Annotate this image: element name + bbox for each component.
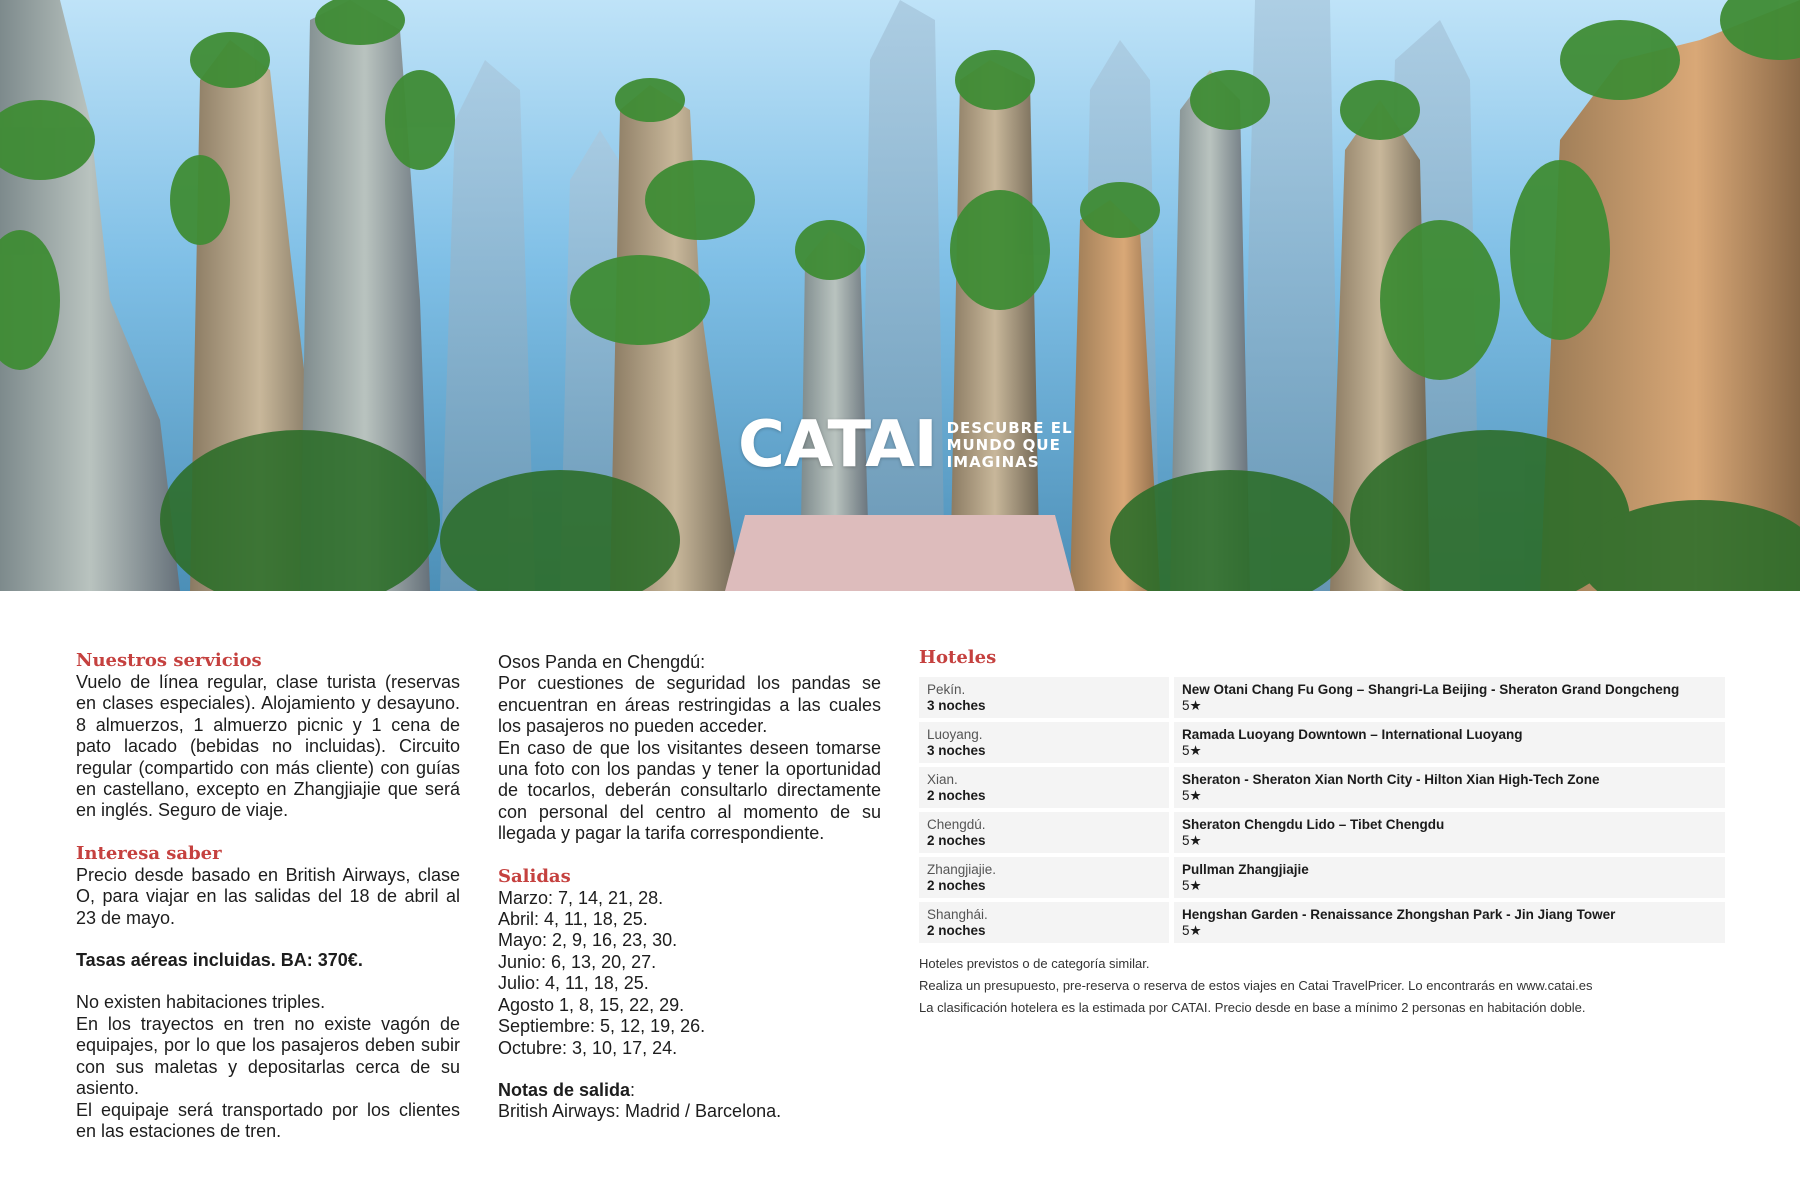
- hotel-nights: 2 noches: [927, 788, 986, 803]
- table-row: [919, 902, 1725, 943]
- hotel-city: Chengdú.: [927, 817, 986, 832]
- tagline-line-3: IMAGINAS: [946, 452, 1040, 471]
- services-heading: Nuestros servicios: [76, 650, 262, 671]
- hotel-city: Shanghái.: [927, 907, 988, 922]
- departure-month: Septiembre: 5, 12, 19, 26.: [498, 1016, 706, 1037]
- info-note-2: En los trayectos en tren no existe vagón de equipajes, por lo que los pasajeros deben subir con sus maletas y depositarlas cerca de su asiento.: [76, 1013, 460, 1099]
- hotel-city: Luoyang.: [927, 727, 983, 742]
- hotel-names: Pullman Zhangjiajie: [1182, 862, 1309, 877]
- hotel-nights: 2 noches: [927, 878, 986, 893]
- table-row: [919, 677, 1725, 718]
- footnote: La clasificación hotelera es la estimada por CATAI. Precio desde en base a mínimo 2 personas en habitación doble.: [919, 1000, 1586, 1015]
- departures-heading: Salidas: [498, 865, 571, 887]
- hotel-stars: 5★: [1182, 743, 1202, 758]
- logo-tagline: [947, 420, 1077, 471]
- departure-month: Octubre: 3, 10, 17, 24.: [498, 1037, 678, 1058]
- hero-photo: [0, 0, 1800, 591]
- hotel-nights: 3 noches: [927, 698, 986, 713]
- hotel-stars: 5★: [1182, 698, 1202, 713]
- footnote: Hoteles previstos o de categoría similar.: [919, 956, 1150, 971]
- hotel-city: Xian.: [927, 772, 958, 787]
- hotel-city: Zhangjiajie.: [927, 862, 997, 877]
- hotel-nights: 2 noches: [927, 833, 986, 848]
- departure-notes-title: Notas de salida: [498, 1079, 631, 1100]
- hotel-names: Hengshan Garden - Renaissance Zhongshan Park - Jin Jiang Tower: [1182, 907, 1616, 922]
- hotels-table: [919, 673, 1725, 947]
- hotel-city: Pekín.: [927, 682, 966, 697]
- hotel-stars: 5★: [1182, 923, 1202, 938]
- logo-wordmark: CATAI: [738, 408, 937, 482]
- hotel-stars: 5★: [1182, 833, 1202, 848]
- hotel-names: New Otani Chang Fu Gong – Shangri-La Beijing - Sheraton Grand Dongcheng: [1182, 682, 1680, 697]
- hotel-footnotes: [919, 953, 1725, 1019]
- catai-logo: [738, 408, 1077, 482]
- departure-month: Mayo: 2, 9, 16, 23, 30.: [498, 930, 678, 951]
- table-row: [919, 767, 1725, 808]
- hotel-stars: 5★: [1182, 788, 1202, 803]
- info-heading: Interesa saber: [76, 842, 222, 864]
- info-text: Precio desde basado en British Airways, clase O, para viajar en las salidas del 18 de abril al 23 de mayo.: [76, 864, 460, 928]
- departure-month: Marzo: 7, 14, 21, 28.: [498, 887, 664, 908]
- pandas-text-2: En caso de que los visitantes deseen tomarse una foto con los pandas y tener la oportunidad de tocarlos, deberán consultarlo directamente con personal del centro al momento de su llegada y pagar la tarifa correspondiente.: [498, 737, 881, 844]
- departure-month: Agosto 1, 8, 15, 22, 29.: [498, 994, 685, 1015]
- departure-month: Junio: 6, 13, 20, 27.: [498, 951, 657, 972]
- table-row: [919, 812, 1725, 853]
- hotel-names: Sheraton Chengdu Lido – Tibet Chengdu: [1182, 817, 1445, 832]
- table-row: [919, 857, 1725, 898]
- karst-mountains-image: [0, 0, 1800, 591]
- hotels-column: [919, 647, 1725, 1019]
- services-text: Vuelo de línea regular, clase turista (reservas en clases especiales). Alojamiento y desayuno. 8 almuerzos, 1 almuerzo picnic y 1 cena de pato lacado (bebidas no incluidas). Circuito regular (compartido con más cliente) con guías en castellano, excepto en Zhangjiajie que será en inglés. Seguro de viaje.: [76, 672, 460, 821]
- pandas-text: Por cuestiones de seguridad los pandas se encuentran en áreas restringidas a las cuales los pasajeros no pueden acceder.: [498, 673, 881, 737]
- hotels-heading: Hoteles: [919, 647, 997, 668]
- departure-notes-label: [498, 1080, 881, 1101]
- pandas-departures-column: [498, 652, 881, 1123]
- hotel-names: Sheraton - Sheraton Xian North City - Hilton Xian High-Tech Zone: [1182, 772, 1600, 787]
- hotel-nights: 2 noches: [927, 923, 986, 938]
- footnote: Realiza un presupuesto, pre-reserva o reserva de estos viajes en Catai TravelPricer. Lo encontrarás en www.catai.es: [919, 978, 1593, 993]
- info-note-1: No existen habitaciones triples.: [76, 992, 326, 1013]
- pink-tab-decoration: [725, 515, 1075, 591]
- hotel-stars: 5★: [1182, 878, 1202, 893]
- taxes-text: Tasas aéreas incluidas. BA: 370€.: [76, 950, 363, 971]
- tagline-line-1: DESCUBRE EL: [946, 418, 1073, 437]
- info-note-3: El equipaje será transportado por los clientes en las estaciones de tren.: [76, 1099, 460, 1141]
- table-row: [919, 722, 1725, 763]
- departure-month: Abril: 4, 11, 18, 25.: [498, 909, 648, 930]
- tagline-line-2: MUNDO QUE: [946, 435, 1061, 454]
- departure-notes-colon: :: [630, 1079, 636, 1100]
- departure-notes-text: British Airways: Madrid / Barcelona.: [498, 1101, 782, 1122]
- hotel-names: Ramada Luoyang Downtown – International Luoyang: [1182, 727, 1523, 742]
- pandas-title: Osos Panda en Chengdú:: [498, 652, 706, 672]
- services-column: [76, 650, 460, 1142]
- hotel-nights: 3 noches: [927, 743, 986, 758]
- departure-month: Julio: 4, 11, 18, 25.: [498, 973, 649, 994]
